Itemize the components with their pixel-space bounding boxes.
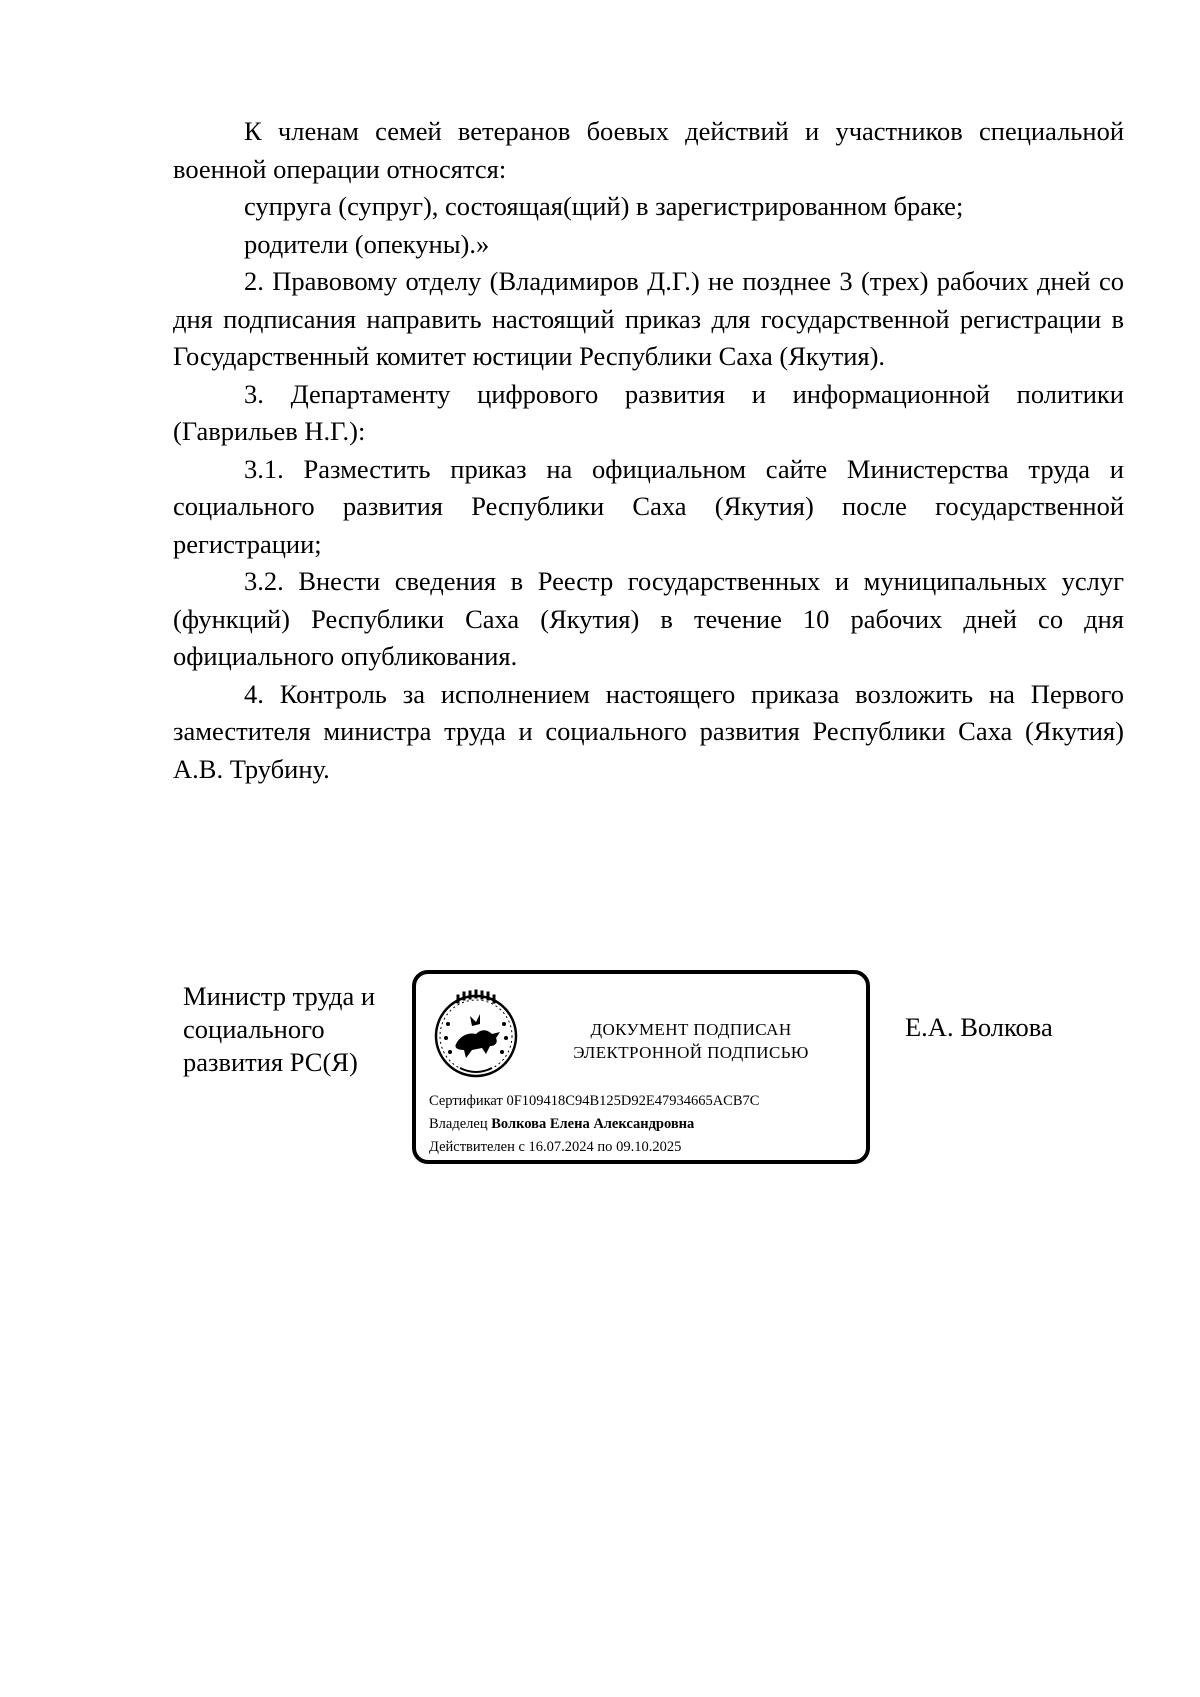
yakutia-coat-of-arms-icon	[430, 988, 522, 1080]
signatory-position-line: социального	[183, 1014, 325, 1044]
stamp-title-line: ЭЛЕКТРОННОЙ ПОДПИСЬЮ	[573, 1043, 809, 1062]
paragraph-item-3: 3. Департаменту цифрового развития и информационной политики (Гаврильев Н.Г.):	[173, 378, 1124, 446]
owner-row	[429, 1113, 759, 1136]
electronic-signature-stamp	[412, 970, 870, 1164]
valid-label: Действителен	[429, 1139, 515, 1155]
certificate-row	[429, 1090, 759, 1113]
valid-to-date: 09.10.2025	[616, 1139, 682, 1155]
validity-row	[429, 1136, 759, 1159]
signatory-position	[183, 980, 413, 1079]
paragraph-item-3-2: 3.2. Внести сведения в Реестр государственных и муниципальных услуг (функций) Республики Саха (Якутия) в течение 10 рабочих дней со дня официального опубликования.	[173, 566, 1124, 671]
paragraph-parents: родители (опекуны).»	[244, 228, 490, 259]
paragraph-item-3-1: 3.1. Разместить приказ на официальном сайте Министерства труда и социального развития Республики Саха (Якутия) после государственной регистрации;	[173, 453, 1124, 559]
stamp-details	[429, 1090, 759, 1159]
paragraph-spouse: супруга (супруг), состоящая(щий) в зарегистрированном браке;	[244, 191, 964, 221]
signatory-name: Е.А. Волкова	[905, 1012, 1053, 1042]
stamp-title	[531, 1018, 851, 1064]
paragraph-item-4: 4. Контроль за исполнением настоящего приказа возложить на Первого заместителя министра труда и социального развития Республики Саха (Якутия) А.В. Трубину.	[173, 678, 1124, 784]
valid-from-date: 16.07.2024	[528, 1139, 594, 1155]
owner-label: Владелец	[429, 1116, 488, 1132]
stamp-title-line: ДОКУМЕНТ ПОДПИСАН	[590, 1020, 792, 1039]
valid-to-label: по	[597, 1139, 613, 1155]
signatory-position-line: Министр труда и	[183, 981, 376, 1011]
owner-value: Волкова Елена Александровна	[491, 1116, 695, 1132]
paragraph-item-2: 2. Правовому отделу (Владимиров Д.Г.) не позднее 3 (трех) рабочих дней со дня подписания направить настоящий приказ для государственной регистрации в Государственный комитет юстиции Республики Саха (Якутия).	[173, 266, 1124, 371]
valid-from-label: с	[518, 1139, 525, 1155]
certificate-label: Сертификат	[429, 1093, 503, 1109]
paragraph-family-members: К членам семей ветеранов боевых действий и участников специальной военной операции относятся:	[173, 116, 1124, 184]
certificate-value: 0F109418C94B125D92E47934665ACB7C	[506, 1093, 760, 1109]
signatory-position-line: развития РС(Я)	[183, 1047, 358, 1077]
